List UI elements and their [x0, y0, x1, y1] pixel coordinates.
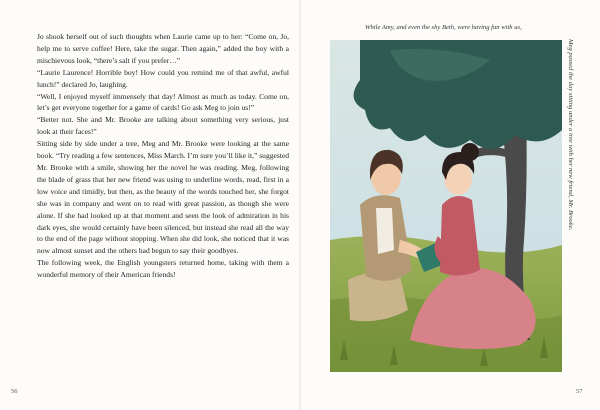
- paragraph: “Laurie Laurence! Horrible boy! How could you remind me of that awful, awful lunch!” declared Jo, laughing.: [37, 67, 289, 89]
- paragraph: “Well, I enjoyed myself immensely that day! Almost as much as today. Come on, let’s get everyone together for a game of cards! Go ask Meg to join us!”: [37, 91, 289, 113]
- illustration-meg-and-brooke: [330, 40, 562, 372]
- page-number-left: 56: [11, 388, 18, 395]
- paragraph: Sitting side by side under a tree, Meg and Mr. Brooke were looking at the same book. “Try reading a few sentences, Miss March. I’m sure you’ll like it,” suggested Mr. Brooke with a smile, showing her the novel he was reading. Meg, following the blade of grass that her new friend was using to underline words, read, first in a low voice and timidly, but then, as the beauty of the words touched her, she forgot she was in company and went on to read with great passion, as though she were alone. If she had looked up at that moment and seen the look of admiration in his dark eyes, she would certainly have been silenced, but instead she read all the way to the end of the page without stopping. When she did look, she noticed that it was now almost sunset and the others had begun to say their goodbyes.: [37, 139, 289, 256]
- illustration-caption-side: Meg passed the day sitting under a tree with her new friend, Mr. Brooke.: [567, 39, 574, 231]
- page-gutter: [299, 0, 301, 410]
- hair-bun: [461, 143, 479, 161]
- left-page-text: [37, 31, 289, 281]
- paragraph: Jo shook herself out of such thoughts when Laurie came up to her: “Come on, Jo, help me to serve coffee! Here, take the sugar. Then again,” added the boy with a mischievous look, “there’s salt if you prefer…”: [37, 32, 289, 65]
- paragraph: The following week, the English youngsters returned home, taking with them a wonderful memory of their American friends!: [37, 258, 289, 280]
- page-number-right: 57: [576, 388, 583, 395]
- illustration-caption-top: While Amy, and even the shy Beth, were having fun with us,: [365, 24, 522, 31]
- paragraph: “Better not. She and Mr. Brooke are talking about something very serious, just look at their faces!”: [37, 115, 289, 137]
